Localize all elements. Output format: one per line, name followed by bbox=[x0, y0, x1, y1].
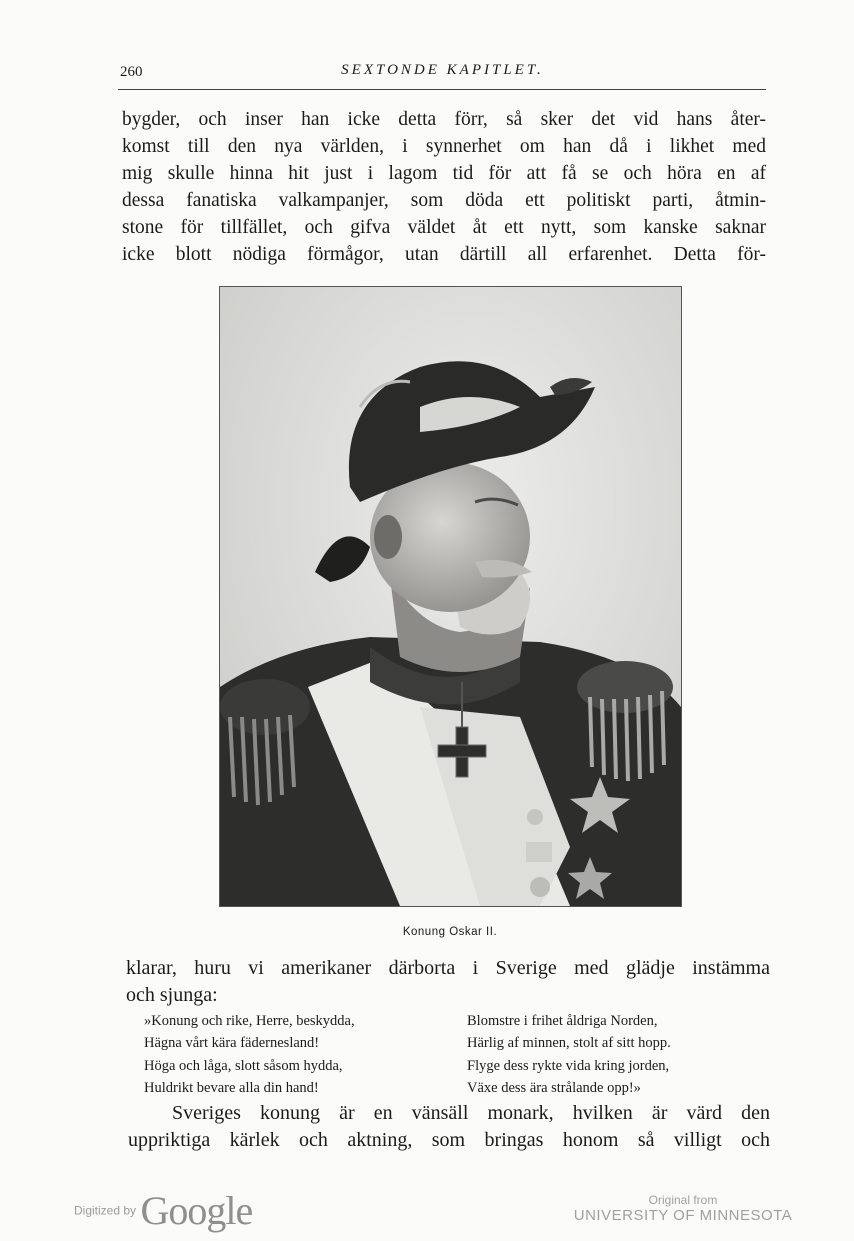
original-from-watermark bbox=[571, 1193, 795, 1224]
text-line: bygder, och inser han icke detta förr, så sker det vid hans åter- bbox=[122, 109, 766, 130]
running-head: SEXTONDE KAPITLET. bbox=[341, 62, 544, 78]
digitized-by-label: Digitized by bbox=[74, 1203, 137, 1218]
digitized-by-watermark bbox=[74, 1187, 252, 1234]
page-number: 260 bbox=[120, 64, 143, 80]
poem-line: Höga och låga, slott såsom hydda, bbox=[144, 1057, 343, 1074]
poem-line: Flyge dess rykte vida kring jorden, bbox=[467, 1057, 670, 1074]
text-line: klarar, huru vi amerikaner därborta i Sverige med glädje instämma bbox=[126, 957, 770, 979]
original-from-label: Original from bbox=[648, 1193, 718, 1207]
poem-line: Härlig af minnen, stolt af sitt hopp. bbox=[467, 1035, 671, 1052]
text-line: icke blott nödiga förmågor, utan därtill all erfarenhet. Detta för- bbox=[122, 244, 766, 265]
text-line: dessa fanatiska valkampanjer, som döda ett politiskt parti, åtmin- bbox=[122, 190, 766, 211]
figure-caption: Konung Oskar II. bbox=[402, 926, 498, 938]
poem-line: Huldrikt bevare alla din hand! bbox=[144, 1079, 319, 1096]
poem-line: Växe dess ära strålande opp!» bbox=[467, 1079, 641, 1096]
portrait-illustration bbox=[220, 287, 681, 906]
poem-column-right bbox=[467, 1010, 671, 1099]
header-rule bbox=[118, 89, 766, 90]
text-line: och sjunga: bbox=[126, 984, 218, 1006]
text-line: Sveriges konung är en vänsäll monark, hvilken är värd den bbox=[172, 1102, 770, 1124]
poem-line: »Konung och rike, Herre, beskydda, bbox=[144, 1013, 355, 1029]
poem-line: Blomstre i frihet åldriga Norden, bbox=[467, 1013, 658, 1029]
body-paragraph-middle bbox=[126, 955, 770, 1009]
google-logo: Google bbox=[140, 1188, 253, 1233]
university-label: UNIVERSITY OF MINNESOTA bbox=[573, 1207, 793, 1224]
text-line: komst till den nya världen, i synnerhet om han då i likhet med bbox=[122, 136, 766, 157]
text-line: uppriktiga kärlek och aktning, som bringas honom så villigt och bbox=[128, 1129, 770, 1151]
poem-column-left bbox=[144, 1010, 355, 1099]
body-paragraph-bottom bbox=[128, 1100, 770, 1154]
portrait-photo bbox=[219, 286, 682, 907]
poem-line: Hägna vårt kära fädernesland! bbox=[144, 1035, 320, 1052]
body-paragraph-top bbox=[122, 106, 766, 268]
text-line: stone för tillfället, och gifva väldet åt ett nytt, som kanske saknar bbox=[122, 217, 766, 238]
text-line: mig skulle hinna hit just i lagom tid för att få se och höra en af bbox=[122, 163, 766, 184]
